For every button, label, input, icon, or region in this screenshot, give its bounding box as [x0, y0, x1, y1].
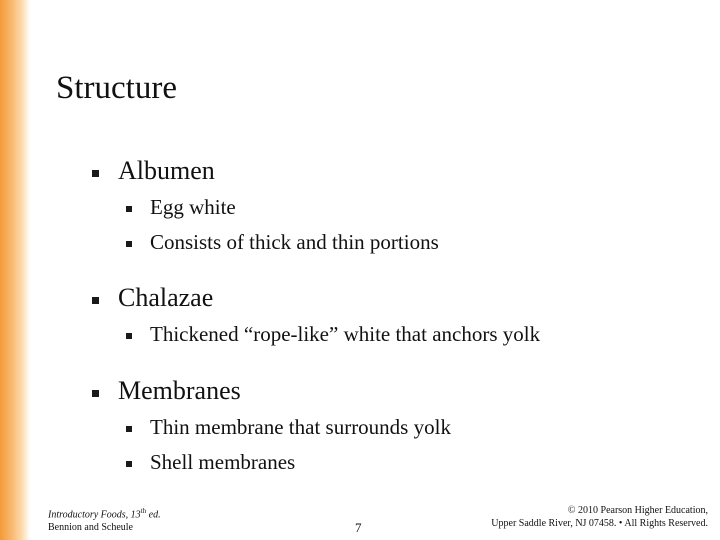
copyright-line-2: Upper Saddle River, NJ 07458. • All Rights Reserved.	[491, 518, 708, 529]
bullet-square-icon	[92, 170, 99, 177]
bullet-shell-membranes: Shell membranes	[150, 450, 296, 474]
slide-title: Structure	[56, 70, 177, 106]
copyright-line-1: © 2010 Pearson Higher Education,	[567, 505, 708, 516]
footer-authors: Bennion and Scheule	[48, 522, 133, 534]
bullet-thin-membrane: Thin membrane that surrounds yolk	[150, 415, 451, 439]
footer-book-title: Introductory Foods, 13th ed.	[48, 507, 161, 521]
footer-book-info	[48, 505, 161, 534]
bullet-rope-like-white: Thickened “rope-like” white that anchors yolk	[150, 322, 541, 346]
sub-bullet-square-icon	[126, 333, 132, 339]
footer-copyright	[491, 504, 708, 530]
section-heading-chalazae: Chalazae	[118, 283, 214, 312]
section-heading-membranes: Membranes	[118, 376, 241, 405]
bullet-egg-white: Egg white	[150, 195, 236, 219]
page-number: 7	[355, 520, 362, 535]
orange-edge-gradient	[0, 0, 30, 540]
sub-bullet-square-icon	[126, 206, 132, 212]
bullet-square-icon	[92, 297, 99, 304]
sub-bullet-square-icon	[126, 426, 132, 432]
sub-bullet-square-icon	[126, 461, 132, 467]
bullet-thick-thin-portions: Consists of thick and thin portions	[150, 230, 439, 254]
section-heading-albumen: Albumen	[118, 156, 215, 185]
bullet-square-icon	[92, 390, 99, 397]
sub-bullet-square-icon	[126, 241, 132, 247]
